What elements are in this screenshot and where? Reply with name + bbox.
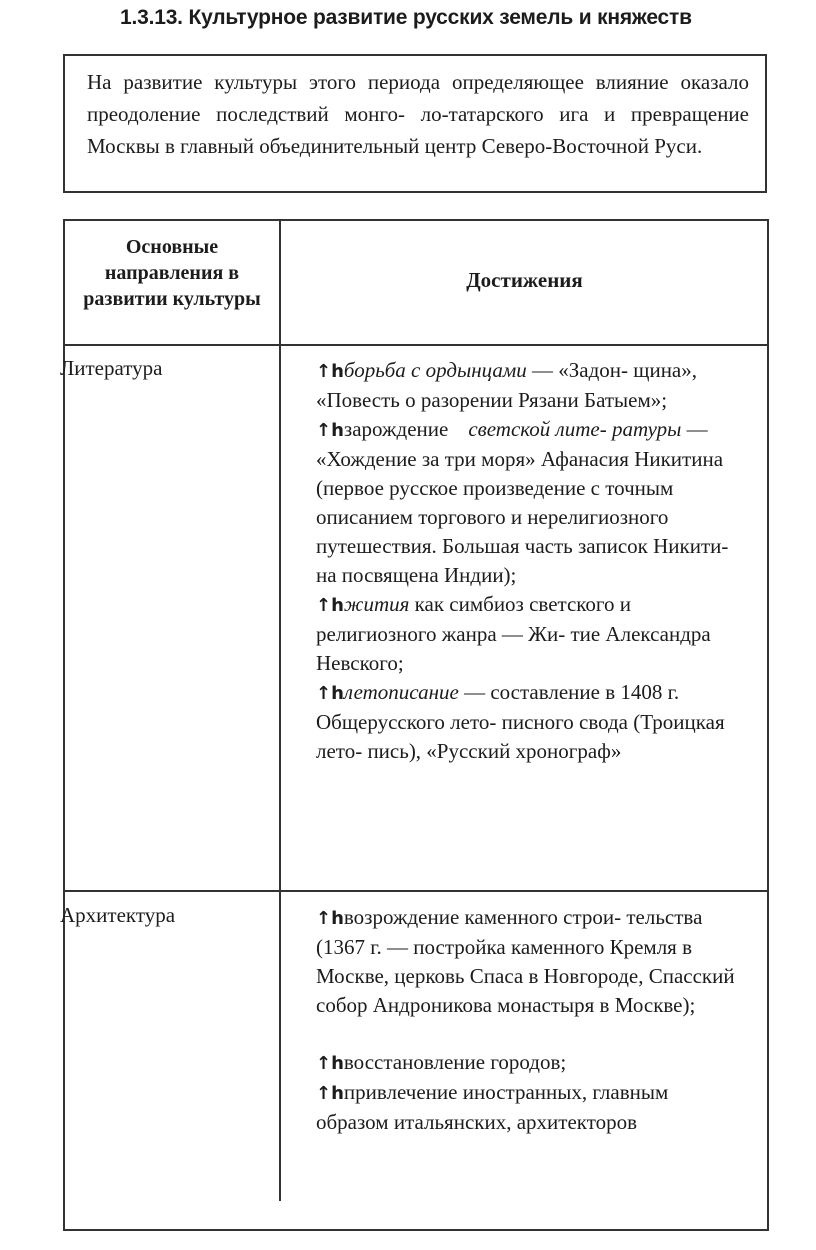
row-label-literature: Литература — [60, 356, 163, 380]
item-text: восстановление городов; — [343, 1050, 567, 1074]
item-emphasis: светской лите- ратуры — [468, 417, 682, 441]
row-label-architecture: Архитектура — [60, 903, 176, 927]
bullet-arrow-icon: ↑h — [316, 1053, 344, 1074]
list-item — [316, 590, 736, 678]
item-text: привлечение иностранных, главным образом итальянских, архитекторов — [316, 1080, 669, 1134]
table-bottom-line — [63, 1229, 769, 1231]
intro-box: На развитие культуры этого периода определяющее влияние оказало преодоление последствий монго- ло-татарского ига и превращение Москвы в главный объединительный центр Северо-Восточной Руси. — [63, 54, 767, 193]
item-emphasis: жития — [343, 592, 410, 616]
item-text: — «Хождение за три моря» Афанасия Никитина (первое русское произведение с точным описанием торгового и нерелигиозного путешествия. Большая часть записок Никити- на посвящена Индии); — [316, 417, 729, 587]
section-title: 1.3.13. Культурное развитие русских земель и княжеств — [120, 6, 692, 29]
bullet-arrow-icon: ↑h — [316, 1083, 344, 1104]
header-directions: Основные направления в развитии культуры — [83, 236, 261, 310]
list-item — [316, 903, 736, 1020]
item-text: возрождение каменного строи- тельства (1367 г. — постройка каменного Кремля в Москве, церковь Спаса в Новгороде, Спасский собор Андроникова монастыря в Москве); — [316, 905, 735, 1017]
list-item — [316, 1078, 736, 1137]
list-item — [316, 1048, 736, 1078]
list-item — [316, 415, 736, 590]
item-lead: зарождение — [343, 417, 449, 441]
row-divider — [63, 890, 769, 892]
list-item — [316, 356, 736, 415]
bullet-arrow-icon: ↑h — [316, 908, 344, 929]
item-emphasis: летописание — [343, 680, 459, 704]
bullet-arrow-icon: ↑h — [316, 595, 344, 616]
item-text: как симбиоз светского и религиозного жанра — Жи- тие Александра Невского; — [316, 592, 711, 675]
literature-achievements — [316, 356, 736, 766]
list-item — [316, 678, 736, 766]
header-achievements: Достижения — [466, 268, 583, 292]
item-text: — составление в 1408 г. Общерусского лето- писного свода (Троицкая лето- пись), «Русский хронограф» — [316, 680, 725, 763]
header-divider — [63, 344, 769, 346]
architecture-achievements — [316, 903, 736, 1137]
column-divider — [279, 219, 281, 1201]
bullet-arrow-icon: ↑h — [316, 683, 344, 704]
bullet-arrow-icon: ↑h — [316, 361, 344, 382]
item-text: — «Задон- щина», «Повесть о разорении Рязани Батыем»; — [316, 358, 698, 412]
bullet-arrow-icon: ↑h — [316, 420, 344, 441]
item-emphasis: борьба с ордынцами — [343, 358, 527, 382]
